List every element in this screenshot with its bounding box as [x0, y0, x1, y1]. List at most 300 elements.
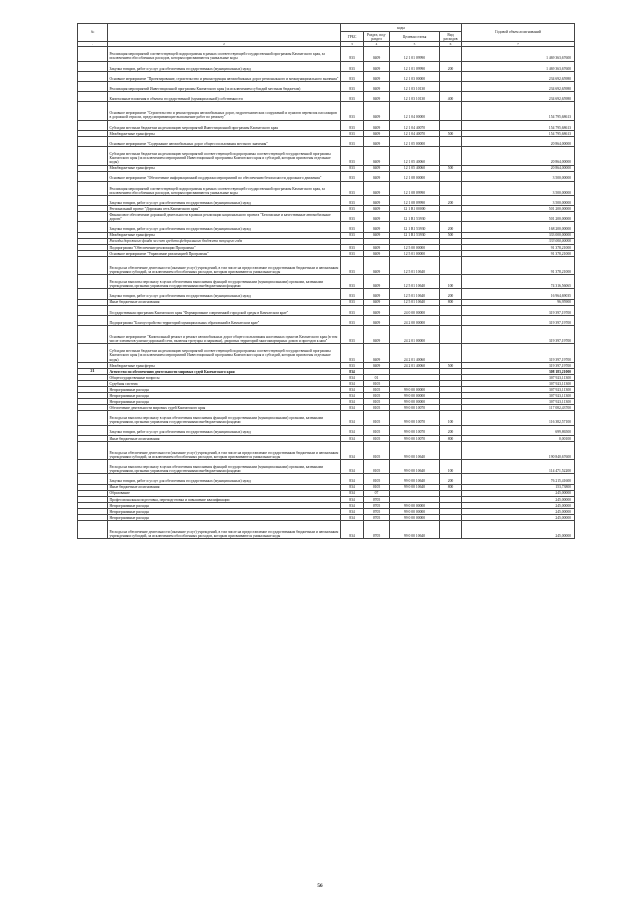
- table-row: [78, 256, 575, 274]
- row-amount: 20 864,00000: [462, 147, 575, 165]
- row-razdel: 0105: [364, 381, 390, 387]
- row-grbs: 834: [341, 460, 364, 474]
- row-amount: 245,00000: [462, 490, 575, 496]
- row-razdel: 0705: [364, 502, 390, 508]
- row-description: Подпрограмма "Обеспечение реализации Программы": [108, 244, 341, 250]
- row-razdel: 0105: [364, 393, 390, 399]
- row-grbs: 833: [341, 181, 364, 195]
- row-grbs: 833: [341, 92, 364, 102]
- row-grbs: 834: [341, 374, 364, 380]
- row-amount: 245,00000: [462, 521, 575, 539]
- row-amount: 114 471,52200: [462, 460, 575, 474]
- row-description: Капитальные вложения в объекты государственной (муниципальной) собственности: [108, 92, 341, 102]
- row-razdel: 0105: [364, 474, 390, 484]
- row-expense-type: 200: [440, 196, 462, 206]
- row-expense-type: 800: [440, 299, 462, 305]
- row-number: [78, 315, 108, 325]
- row-grbs: 833: [341, 165, 364, 171]
- row-expense-type: 800: [440, 484, 462, 490]
- row-amount: 307 923,11300: [462, 374, 575, 380]
- row-expense-type: [440, 256, 462, 274]
- row-target-article: 24 0 00 00000: [390, 305, 440, 315]
- row-grbs: 833: [341, 71, 364, 81]
- header-vr: Вид расходов: [440, 32, 462, 42]
- row-number: [78, 305, 108, 315]
- row-description: Расходы на обеспечение деятельности (оказание услуг) учреждений, в том числе на предоставление государственным бюджетным и автономным учреждениям субсидий, за исключением обособленных расходов, которым присваиваются уникальные коды: [108, 441, 341, 459]
- budget-table: [77, 23, 575, 539]
- header-amount: Годовой объем ассигнований: [462, 24, 575, 42]
- header-codes: коды: [341, 24, 462, 32]
- row-amount: 16 964,69035: [462, 289, 575, 299]
- row-amount: 117 082,43700: [462, 405, 575, 411]
- row-description: Расходы на выплаты персоналу в целях обеспечения выполнения функций государственными (муниципальными) органами, казенными учреждениями, органами управления государственными внебюджетными фондами: [108, 460, 341, 474]
- row-number: [78, 411, 108, 425]
- row-target-article: 12 1 03 10130: [390, 82, 440, 92]
- row-razdel: 0105: [364, 435, 390, 441]
- row-description: Непрограммные расходы: [108, 387, 341, 393]
- row-amount: 153,73800: [462, 484, 575, 490]
- row-target-article: 12 1 R1 53930: [390, 212, 440, 222]
- row-description: Расходы на выплаты персоналу в целях обеспечения выполнения функций государственными (муниципальными) органами, казенными учреждениями, органами управления государственными внебюджетными фондами: [108, 411, 341, 425]
- row-number: [78, 222, 108, 232]
- row-description: Региональный проект "Дорожная сеть Камчатского края": [108, 206, 341, 212]
- row-description: Обеспечение деятельности мировых судей Камчатского края: [108, 405, 341, 411]
- row-target-article: 99 0 00 00000: [390, 387, 440, 393]
- row-amount: 319 397,19700: [462, 362, 575, 368]
- row-description: Закупка товаров, работ и услуг для обеспечения государственных (муниципальных) нужд: [108, 222, 341, 232]
- row-grbs: 834: [341, 381, 364, 387]
- row-amount: 245,00000: [462, 508, 575, 514]
- row-grbs: 833: [341, 222, 364, 232]
- row-number: [78, 61, 108, 71]
- row-grbs: 833: [341, 289, 364, 299]
- header-grbs: ГРБС: [341, 32, 364, 42]
- row-grbs: 834: [341, 405, 364, 411]
- row-razdel: 0409: [364, 120, 390, 130]
- row-expense-type: 500: [440, 362, 462, 368]
- table-row: [78, 521, 575, 539]
- row-target-article: 99 0 00 10640: [390, 441, 440, 459]
- row-number: [78, 71, 108, 81]
- row-grbs: 833: [341, 256, 364, 274]
- row-razdel: 0105: [364, 425, 390, 435]
- row-description: Межбюджетные трансферты: [108, 362, 341, 368]
- row-expense-type: 200: [440, 474, 462, 484]
- row-target-article: 12 1 R1 53930: [390, 232, 440, 238]
- row-target-article: 12 1 08 09990: [390, 181, 440, 195]
- row-target-article: 99 0 00 10070: [390, 411, 440, 425]
- row-razdel: 0105: [364, 411, 390, 425]
- row-target-article: 12 1 R1 00000: [390, 206, 440, 212]
- table-row: [78, 120, 575, 130]
- row-description: Иные бюджетные ассигнования: [108, 435, 341, 441]
- row-number: [78, 120, 108, 130]
- row-razdel: 0409: [364, 275, 390, 289]
- row-razdel: 0409: [364, 130, 390, 136]
- row-razdel: 0105: [364, 441, 390, 459]
- row-amount: 168 200,00000: [462, 222, 575, 232]
- row-razdel: 0409: [364, 102, 390, 120]
- row-target-article: 12 1 04 40070: [390, 130, 440, 136]
- row-description: Реализация мероприятий Инвестиционной программы Камчатского края (за исключением субсидий местным бюджетам): [108, 82, 341, 92]
- row-amount: 234 692,65980: [462, 92, 575, 102]
- row-description: Закупка товаров, работ и услуг для обеспечения государственных (муниципальных) нужд: [108, 474, 341, 484]
- row-grbs: 834: [341, 435, 364, 441]
- row-grbs: 833: [341, 61, 364, 71]
- row-grbs: 834: [341, 508, 364, 514]
- row-target-article: 12 1 01 09990: [390, 61, 440, 71]
- row-target-article: 12 1 05 40060: [390, 165, 440, 171]
- row-description: Непрограммные расходы: [108, 399, 341, 405]
- row-target-article: 99 0 00 00000: [390, 399, 440, 405]
- row-amount: 319 397,19700: [462, 326, 575, 344]
- row-grbs: 834: [341, 399, 364, 405]
- row-description: Финансовое обеспечение дорожной деятельности в рамках реализации национального проекта "Безопасные и качественные автомобильные дороги": [108, 212, 341, 222]
- row-grbs: 833: [341, 344, 364, 362]
- row-expense-type: [440, 102, 462, 120]
- table-row: [78, 171, 575, 181]
- row-amount: 116 382,57100: [462, 411, 575, 425]
- row-description: Межбюджетные трансферты: [108, 232, 341, 238]
- row-target-article: 99 0 00 10070: [390, 405, 440, 411]
- row-description: Основное мероприятие "Проектирование, строительство и реконструкция автомобильных дорог регионального и межмуниципального значения": [108, 71, 341, 81]
- row-expense-type: [440, 47, 462, 61]
- row-number: [78, 181, 108, 195]
- header-name: [108, 24, 341, 42]
- row-target-article: 12 1 08 00000: [390, 171, 440, 181]
- row-amount: 699,86500: [462, 425, 575, 435]
- row-expense-type: 500: [440, 232, 462, 238]
- row-description: Закупка товаров, работ и услуг для обеспечения государственных (муниципальных) нужд: [108, 425, 341, 435]
- row-razdel: 0409: [364, 71, 390, 81]
- row-description: Субсидии местным бюджетам на реализацию мероприятий Инвестиционной программы Камчатского края: [108, 120, 341, 130]
- row-number: [78, 474, 108, 484]
- row-description: Расходы на обеспечение деятельности (оказание услуг) учреждений, в том числе на предоставление государственным бюджетным и автономным учреждениям субсидий, за исключением обособленных расходов, которым присваиваются уникальные коды: [108, 256, 341, 274]
- row-number: [78, 196, 108, 206]
- row-razdel: 0409: [364, 136, 390, 146]
- row-number: [78, 92, 108, 102]
- row-description: Судебная система: [108, 381, 341, 387]
- row-target-article: 12 1 05 40060: [390, 147, 440, 165]
- row-razdel: 0409: [364, 206, 390, 212]
- row-target-article: 24 2 01 40060: [390, 344, 440, 362]
- row-razdel: 07: [364, 490, 390, 496]
- row-grbs: 834: [341, 474, 364, 484]
- row-description: Основное мероприятие "Капитальный ремонт и ремонт автомобильных дорог общего пользования населенных пунктов Камчатского края (в том числе элементов улично-дорожной сети, включая тротуары и парковки), дворовых территорий многоквартирных домов и проездов к ним": [108, 326, 341, 344]
- row-description: Агентство по обеспечению деятельности мировых судей Камчатского края: [108, 368, 341, 374]
- row-razdel: 0705: [364, 508, 390, 514]
- row-number: [78, 344, 108, 362]
- row-razdel: 0409: [364, 181, 390, 195]
- row-target-article: 99 0 00 00000: [390, 502, 440, 508]
- row-amount: 1 469 363,67600: [462, 47, 575, 61]
- table-row: [78, 136, 575, 146]
- row-description: Реализация мероприятий соответствующей подпрограммы в рамках соответствующей государственной программы Камчатского края, за исключением обособленных расходов, которым присваиваются уникальные коды: [108, 181, 341, 195]
- row-grbs: 834: [341, 425, 364, 435]
- row-expense-type: 100: [440, 275, 462, 289]
- row-razdel: 0409: [364, 61, 390, 71]
- row-amount: 501 200,00000: [462, 206, 575, 212]
- row-number: [78, 425, 108, 435]
- table-row: [78, 411, 575, 425]
- row-number: [78, 82, 108, 92]
- row-target-article: 99 0 00 00000: [390, 514, 440, 520]
- row-target-article: 12 1 03 10130: [390, 92, 440, 102]
- row-expense-type: 500: [440, 165, 462, 171]
- table-row: [78, 61, 575, 71]
- row-number: [78, 521, 108, 539]
- row-amount: 307 923,11300: [462, 381, 575, 387]
- row-grbs: 834: [341, 496, 364, 502]
- table-row: [78, 474, 575, 484]
- row-grbs: 834: [341, 490, 364, 496]
- row-razdel: 0409: [364, 171, 390, 181]
- row-expense-type: [440, 212, 462, 222]
- row-target-article: 99 0 00 10640: [390, 474, 440, 484]
- table-row: [78, 147, 575, 165]
- row-grbs: 833: [341, 102, 364, 120]
- row-razdel: 0409: [364, 344, 390, 362]
- row-amount: 319 397,19700: [462, 315, 575, 325]
- row-number: [78, 212, 108, 222]
- row-razdel: 0409: [364, 212, 390, 222]
- row-amount: 234 692,65980: [462, 71, 575, 81]
- row-razdel: 0409: [364, 250, 390, 256]
- table-header-row: [78, 24, 575, 32]
- row-number: [78, 136, 108, 146]
- column-index: 7: [462, 41, 575, 46]
- row-expense-type: 200: [440, 289, 462, 299]
- row-number: [78, 256, 108, 274]
- row-amount: 3 500,00000: [462, 196, 575, 206]
- row-grbs: 833: [341, 212, 364, 222]
- row-razdel: 0409: [364, 222, 390, 232]
- row-description: Основное мероприятие "Управление реализацией Программы": [108, 250, 341, 256]
- table-row: [78, 47, 575, 61]
- row-razdel: 0409: [364, 256, 390, 274]
- row-expense-type: 200: [440, 425, 462, 435]
- row-description: Закупка товаров, работ и услуг для обеспечения государственных (муниципальных) нужд: [108, 196, 341, 206]
- row-grbs: 833: [341, 326, 364, 344]
- row-target-article: 12 1 05 00000: [390, 136, 440, 146]
- table-row: [78, 82, 575, 92]
- column-index: 3: [341, 41, 364, 46]
- row-number: [78, 147, 108, 165]
- row-number: [78, 326, 108, 344]
- table-row: [78, 212, 575, 222]
- row-razdel: 0705: [364, 496, 390, 502]
- row-razdel: 0409: [364, 47, 390, 61]
- row-description: Непрограммные расходы: [108, 502, 341, 508]
- row-razdel: 0409: [364, 326, 390, 344]
- row-amount: 91 378,21000: [462, 244, 575, 250]
- row-grbs: 833: [341, 47, 364, 61]
- row-number: [78, 102, 108, 120]
- row-expense-type: [440, 181, 462, 195]
- row-target-article: 99 0 00 10640: [390, 521, 440, 539]
- row-target-article: 99 0 00 10640: [390, 484, 440, 490]
- row-description: Субсидии местным бюджетам на реализацию мероприятий соответствующей подпрограммы соответствующей государственной программы Камчатского края (за исключением мероприятий Инвестиционной программы Камчатского края и субсидий, которым присвоены отдельные коды): [108, 344, 341, 362]
- row-target-article: 12 1 03 00000: [390, 71, 440, 81]
- row-expense-type: [440, 147, 462, 165]
- row-grbs: 834: [341, 411, 364, 425]
- row-razdel: 0105: [364, 484, 390, 490]
- row-target-article: 24 2 00 00000: [390, 315, 440, 325]
- table-row: [78, 275, 575, 289]
- row-amount: 308 183,21000: [462, 368, 575, 374]
- row-expense-type: [440, 305, 462, 315]
- table-row: [78, 102, 575, 120]
- row-expense-type: [440, 326, 462, 344]
- row-description: Иные бюджетные ассигнования: [108, 484, 341, 490]
- row-razdel: 0705: [364, 521, 390, 539]
- header-num: №: [78, 24, 108, 42]
- row-amount: 96,95900: [462, 299, 575, 305]
- row-grbs: 833: [341, 362, 364, 368]
- row-target-article: 12 5 01 00000: [390, 250, 440, 256]
- row-expense-type: 100: [440, 411, 462, 425]
- row-number: [78, 289, 108, 299]
- row-description: Непрограммные расходы: [108, 508, 341, 514]
- row-expense-type: [440, 521, 462, 539]
- row-razdel: 0105: [364, 387, 390, 393]
- column-index: 4: [364, 41, 390, 46]
- row-description: Закупка товаров, работ и услуг для обеспечения государственных (муниципальных) нужд: [108, 289, 341, 299]
- row-amount: 307 923,11300: [462, 399, 575, 405]
- row-expense-type: [440, 441, 462, 459]
- row-grbs: 833: [341, 299, 364, 305]
- budget-table-page: [77, 23, 574, 539]
- row-description: Государственная программа Камчатского края "Формирование современной городской среды в Камчатском крае": [108, 305, 341, 315]
- row-amount: 91 378,21000: [462, 256, 575, 274]
- row-target-article: 12 1 R1 53930: [390, 222, 440, 232]
- row-description: Субсидии местным бюджетам на реализацию мероприятий соответствующей подпрограммы соответствующей государственной программы Камчатского края (за исключением мероприятий Инвестиционной программы Камчатского края и субсидий, которым присвоены отдельные коды): [108, 147, 341, 165]
- row-amount: 307 923,11300: [462, 387, 575, 393]
- row-amount: 3 500,00000: [462, 171, 575, 181]
- row-description: Непрограммные расходы: [108, 393, 341, 399]
- row-grbs: 834: [341, 484, 364, 490]
- row-razdel: 0409: [364, 362, 390, 368]
- row-amount: 501 200,00000: [462, 212, 575, 222]
- row-grbs: 833: [341, 130, 364, 136]
- row-amount: 154 795,68613: [462, 102, 575, 120]
- column-index: 2: [108, 41, 341, 46]
- row-razdel: 0409: [364, 305, 390, 315]
- row-target-article: 12 1 04 40070: [390, 120, 440, 130]
- row-expense-type: [440, 82, 462, 92]
- table-row: [78, 425, 575, 435]
- row-description: Образование: [108, 490, 341, 496]
- row-amount: 3 500,00000: [462, 181, 575, 195]
- row-grbs: 833: [341, 120, 364, 130]
- column-index: 6: [440, 41, 462, 46]
- row-expense-type: 800: [440, 435, 462, 441]
- row-description: Межбюджетные трансферты: [108, 165, 341, 171]
- table-row: [78, 181, 575, 195]
- table-row: [78, 460, 575, 474]
- row-description: Расходы на выплаты персоналу в целях обеспечения выполнения функций государственными (муниципальными) органами, казенными учреждениями, органами управления государственными внебюджетными фондами: [108, 275, 341, 289]
- row-target-article: 24 2 01 00000: [390, 326, 440, 344]
- row-grbs: 833: [341, 275, 364, 289]
- row-amount: 245,00000: [462, 502, 575, 508]
- table-row: [78, 71, 575, 81]
- row-razdel: 0705: [364, 514, 390, 520]
- row-grbs: 834: [341, 514, 364, 520]
- row-expense-type: 500: [440, 130, 462, 136]
- table-row: [78, 222, 575, 232]
- table-row: [78, 92, 575, 102]
- header-csr: Целевая статья: [390, 32, 440, 42]
- row-target-article: 99 0 00 10640: [390, 460, 440, 474]
- row-grbs: 833: [341, 305, 364, 315]
- row-target-article: 12 1 08 09990: [390, 196, 440, 206]
- row-razdel: 0105: [364, 405, 390, 411]
- header-razdel: Раздел, под-раздел: [364, 32, 390, 42]
- row-target-article: 12 5 01 10640: [390, 299, 440, 305]
- row-target-article: 24 2 01 40060: [390, 362, 440, 368]
- row-expense-type: 200: [440, 61, 462, 71]
- row-razdel: 0105: [364, 460, 390, 474]
- row-target-article: 12 5 01 10640: [390, 275, 440, 289]
- row-expense-type: [440, 315, 462, 325]
- row-razdel: 0409: [364, 315, 390, 325]
- row-razdel: 0105: [364, 399, 390, 405]
- row-target-article: 12 5 01 10640: [390, 256, 440, 274]
- row-grbs: 833: [341, 232, 364, 238]
- row-grbs: 834: [341, 521, 364, 539]
- row-amount: 0,00100: [462, 435, 575, 441]
- row-amount: 307 923,11300: [462, 393, 575, 399]
- row-razdel: 0409: [364, 147, 390, 165]
- page-number: 56: [317, 883, 323, 889]
- row-grbs: 833: [341, 196, 364, 206]
- row-grbs: 833: [341, 315, 364, 325]
- row-amount: 245,00000: [462, 514, 575, 520]
- row-target-article: 12 1 01 09990: [390, 47, 440, 61]
- row-description: Основное мероприятие "Обеспечение информационной поддержки мероприятий по обеспечению безопасности дорожного движения": [108, 171, 341, 181]
- row-number: [78, 275, 108, 289]
- row-target-article: 99 0 00 00000: [390, 508, 440, 514]
- row-razdel: 0409: [364, 289, 390, 299]
- row-description: Реализация мероприятий соответствующей подпрограммы в рамках соответствующей государственной программы Камчатского края, за исключением обособленных расходов, которым присваиваются уникальные коды: [108, 47, 341, 61]
- row-target-article: 99 0 00 10070: [390, 435, 440, 441]
- row-amount: 245,00000: [462, 496, 575, 502]
- table-row: [78, 196, 575, 206]
- row-expense-type: [440, 120, 462, 130]
- row-description: Профессиональная подготовка, переподготовка и повышение квалификации: [108, 496, 341, 502]
- row-grbs: 834: [341, 387, 364, 393]
- row-grbs: 834: [341, 441, 364, 459]
- table-row: [78, 441, 575, 459]
- row-expense-type: [440, 171, 462, 181]
- row-number: [78, 47, 108, 61]
- row-amount: 190 840,67600: [462, 441, 575, 459]
- table-row: [78, 315, 575, 325]
- row-target-article: 12 5 00 00000: [390, 244, 440, 250]
- row-number: [78, 171, 108, 181]
- row-razdel: 0409: [364, 232, 390, 238]
- table-row: [78, 344, 575, 362]
- row-amount: 20 864,00000: [462, 165, 575, 171]
- row-grbs: 833: [341, 147, 364, 165]
- row-amount: 234 692,65980: [462, 82, 575, 92]
- row-grbs: 833: [341, 82, 364, 92]
- row-amount: 20 864,00000: [462, 136, 575, 146]
- row-description: Общегосударственные вопросы: [108, 374, 341, 380]
- row-target-article: 12 5 01 10640: [390, 289, 440, 299]
- row-description: Межбюджетные трансферты: [108, 130, 341, 136]
- row-number: 21: [78, 368, 108, 374]
